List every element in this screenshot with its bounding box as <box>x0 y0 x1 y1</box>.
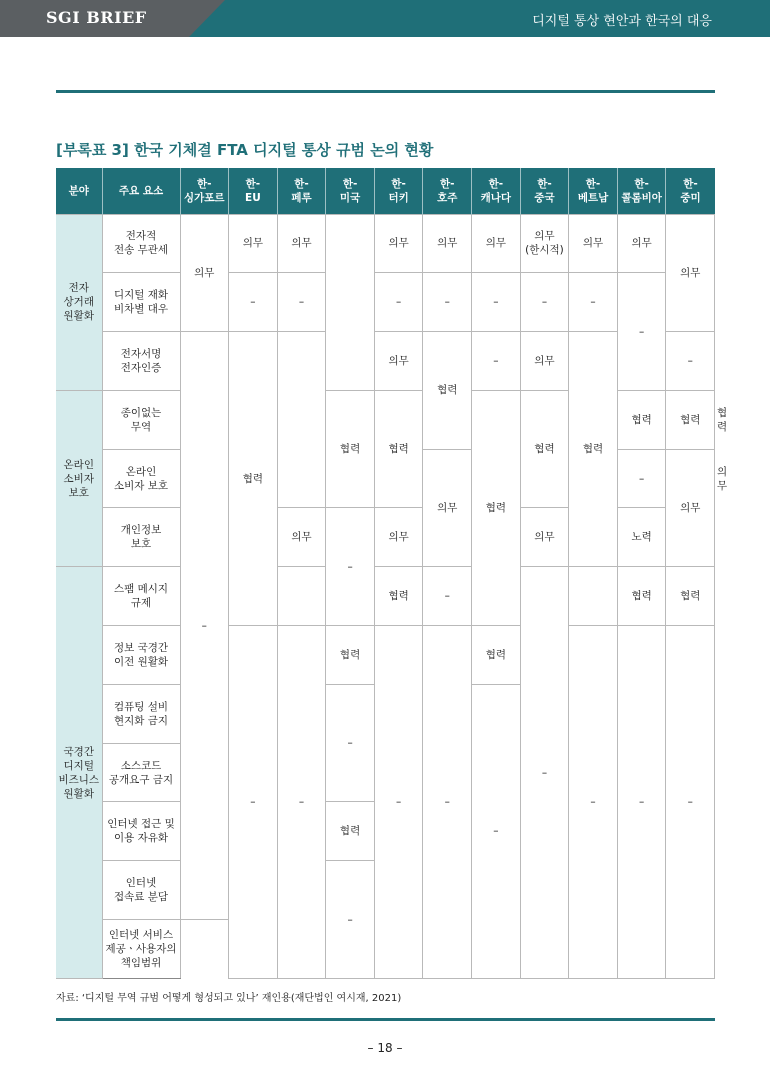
table-row <box>56 626 715 685</box>
status-cell: 의무 <box>617 214 666 273</box>
status-cell: 의무 <box>374 214 423 273</box>
status-cell: – <box>229 273 278 332</box>
col-header: 한- 베트남 <box>569 168 618 214</box>
col-header: 한- EU <box>229 168 278 214</box>
status-cell: – <box>569 626 618 979</box>
status-cell: – <box>326 684 375 802</box>
col-header: 한- 콜롬비아 <box>617 168 666 214</box>
status-cell: 의무 <box>666 214 715 332</box>
status-cell: – <box>326 861 375 979</box>
status-cell <box>326 214 375 390</box>
source-note: 자료: ‘디지털 무역 규범 어떻게 형성되고 있나’ 재인용(재단법인 여시재, 2021) <box>56 993 402 1004</box>
status-cell: 협력 <box>520 390 569 508</box>
col-header: 한- 미국 <box>326 168 375 214</box>
item-cell: 전자서명 전자인증 <box>102 332 180 391</box>
status-cell: – <box>520 273 569 332</box>
table-row <box>56 273 715 332</box>
category-cell: 온라인 소비자 보호 <box>56 390 102 566</box>
col-header: 주요 요소 <box>102 168 180 214</box>
status-cell: 의무 <box>423 449 472 567</box>
status-cell: 의무 <box>666 449 715 567</box>
table-body <box>56 214 728 978</box>
status-cell: 협력 <box>666 567 715 626</box>
status-cell: – <box>617 449 666 508</box>
table-row: 온라인 소비자 보호 의무 – 의무 의무 <box>56 449 715 508</box>
bottom-rule <box>56 1018 715 1021</box>
status-cell: – <box>472 273 521 332</box>
status-cell: 의무 <box>180 214 229 332</box>
table-row <box>56 567 715 626</box>
status-cell: – <box>374 273 423 332</box>
col-header: 한- 호주 <box>423 168 472 214</box>
status-cell: 협력 <box>569 332 618 567</box>
status-cell: 협력 <box>374 567 423 626</box>
status-cell: – <box>617 273 666 391</box>
item-cell: 인터넷 서비스 제공ㆍ사용자의 책임범위 <box>102 920 180 979</box>
table-caption: [부록표 3] 한국 기체결 FTA 디지털 통상 규범 논의 현황 <box>56 141 434 159</box>
status-cell: – <box>666 332 715 391</box>
status-cell: 의무 <box>374 332 423 391</box>
item-cell: 디지털 재화 비차별 대우 <box>102 273 180 332</box>
status-cell <box>277 567 326 626</box>
table-row <box>56 332 715 391</box>
status-cell: 협력 <box>617 567 666 626</box>
col-header: 한- 캐나다 <box>472 168 521 214</box>
col-header: 분야 <box>56 168 102 214</box>
status-cell: – <box>520 567 569 979</box>
table-row: 온라인 소비자 보호 종이없는 무역 협력 협력 협력 협력 협력 협력 협력 <box>56 390 715 449</box>
status-cell: 의무 <box>520 508 569 567</box>
status-cell: 의무 <box>472 214 521 273</box>
col-header: 한- 터키 <box>374 168 423 214</box>
item-cell: 전자적 전송 무관세 <box>102 214 180 273</box>
status-cell: 의무 <box>277 508 326 567</box>
status-cell: 협력 <box>666 390 715 449</box>
status-cell: 의무 (한시적) <box>520 214 569 273</box>
status-cell: 협력 <box>423 332 472 450</box>
header-title: 디지털 통상 현안과 한국의 대응 <box>532 14 712 29</box>
status-cell: 노력 <box>617 508 666 567</box>
status-cell: – <box>180 332 229 920</box>
status-cell: 협력 <box>617 390 666 449</box>
status-cell: – <box>569 273 618 332</box>
status-cell: 협력 <box>326 802 375 861</box>
status-cell: 의무 <box>229 214 278 273</box>
status-cell: – <box>374 626 423 979</box>
status-cell: – <box>472 332 521 391</box>
status-cell: – <box>277 626 326 979</box>
status-cell: 협력 <box>326 626 375 685</box>
status-cell: 협력 <box>229 332 278 626</box>
status-cell: – <box>617 626 666 979</box>
item-cell: 소스코드 공개요구 금지 <box>102 743 180 802</box>
status-cell: 의무 <box>374 508 423 567</box>
status-cell: 협력 <box>374 390 423 508</box>
item-cell: 컴퓨팅 설비 현지화 금지 <box>102 684 180 743</box>
col-header: 한- 페루 <box>277 168 326 214</box>
status-cell: – <box>423 626 472 979</box>
status-cell: 협력 <box>472 626 521 685</box>
status-cell: – <box>277 273 326 332</box>
status-cell <box>277 332 326 508</box>
status-cell: – <box>472 684 521 978</box>
item-cell: 온라인 소비자 보호 <box>102 449 180 508</box>
status-cell: – <box>423 567 472 626</box>
status-cell: – <box>326 508 375 626</box>
status-cell: – <box>666 626 715 979</box>
status-cell: 의무 <box>277 214 326 273</box>
page-header <box>0 0 770 37</box>
top-rule <box>56 90 715 93</box>
status-cell: 의무 <box>520 332 569 391</box>
status-cell: – <box>423 273 472 332</box>
col-header: 한- 중국 <box>520 168 569 214</box>
fta-digital-trade-table <box>56 168 728 979</box>
table-header-row <box>56 168 715 214</box>
table-row <box>56 214 715 273</box>
brand-logo: SGI BRIEF <box>46 8 147 27</box>
status-cell: 협력 <box>326 390 375 508</box>
item-cell: 스팸 메시지 규제 <box>102 567 180 626</box>
category-cell: 국경간 디지털 비즈니스 원활화 <box>56 567 102 979</box>
col-header: 한- 중미 <box>666 168 715 214</box>
item-cell: 개인정보 보호 <box>102 508 180 567</box>
status-cell <box>569 567 618 626</box>
item-cell: 종이없는 무역 <box>102 390 180 449</box>
page-number: – 18 – <box>367 1041 403 1055</box>
status-cell: 의무 <box>423 214 472 273</box>
item-cell: 정보 국경간 이전 원활화 <box>102 626 180 685</box>
category-cell: 전자 상거래 원활화 <box>56 214 102 390</box>
item-cell: 인터넷 접속료 분담 <box>102 861 180 920</box>
status-cell: 협력 <box>472 390 521 625</box>
status-cell: 의무 <box>569 214 618 273</box>
col-header: 한- 싱가포르 <box>180 168 229 214</box>
item-cell: 인터넷 접근 및 이용 자유화 <box>102 802 180 861</box>
status-cell: – <box>229 626 278 979</box>
